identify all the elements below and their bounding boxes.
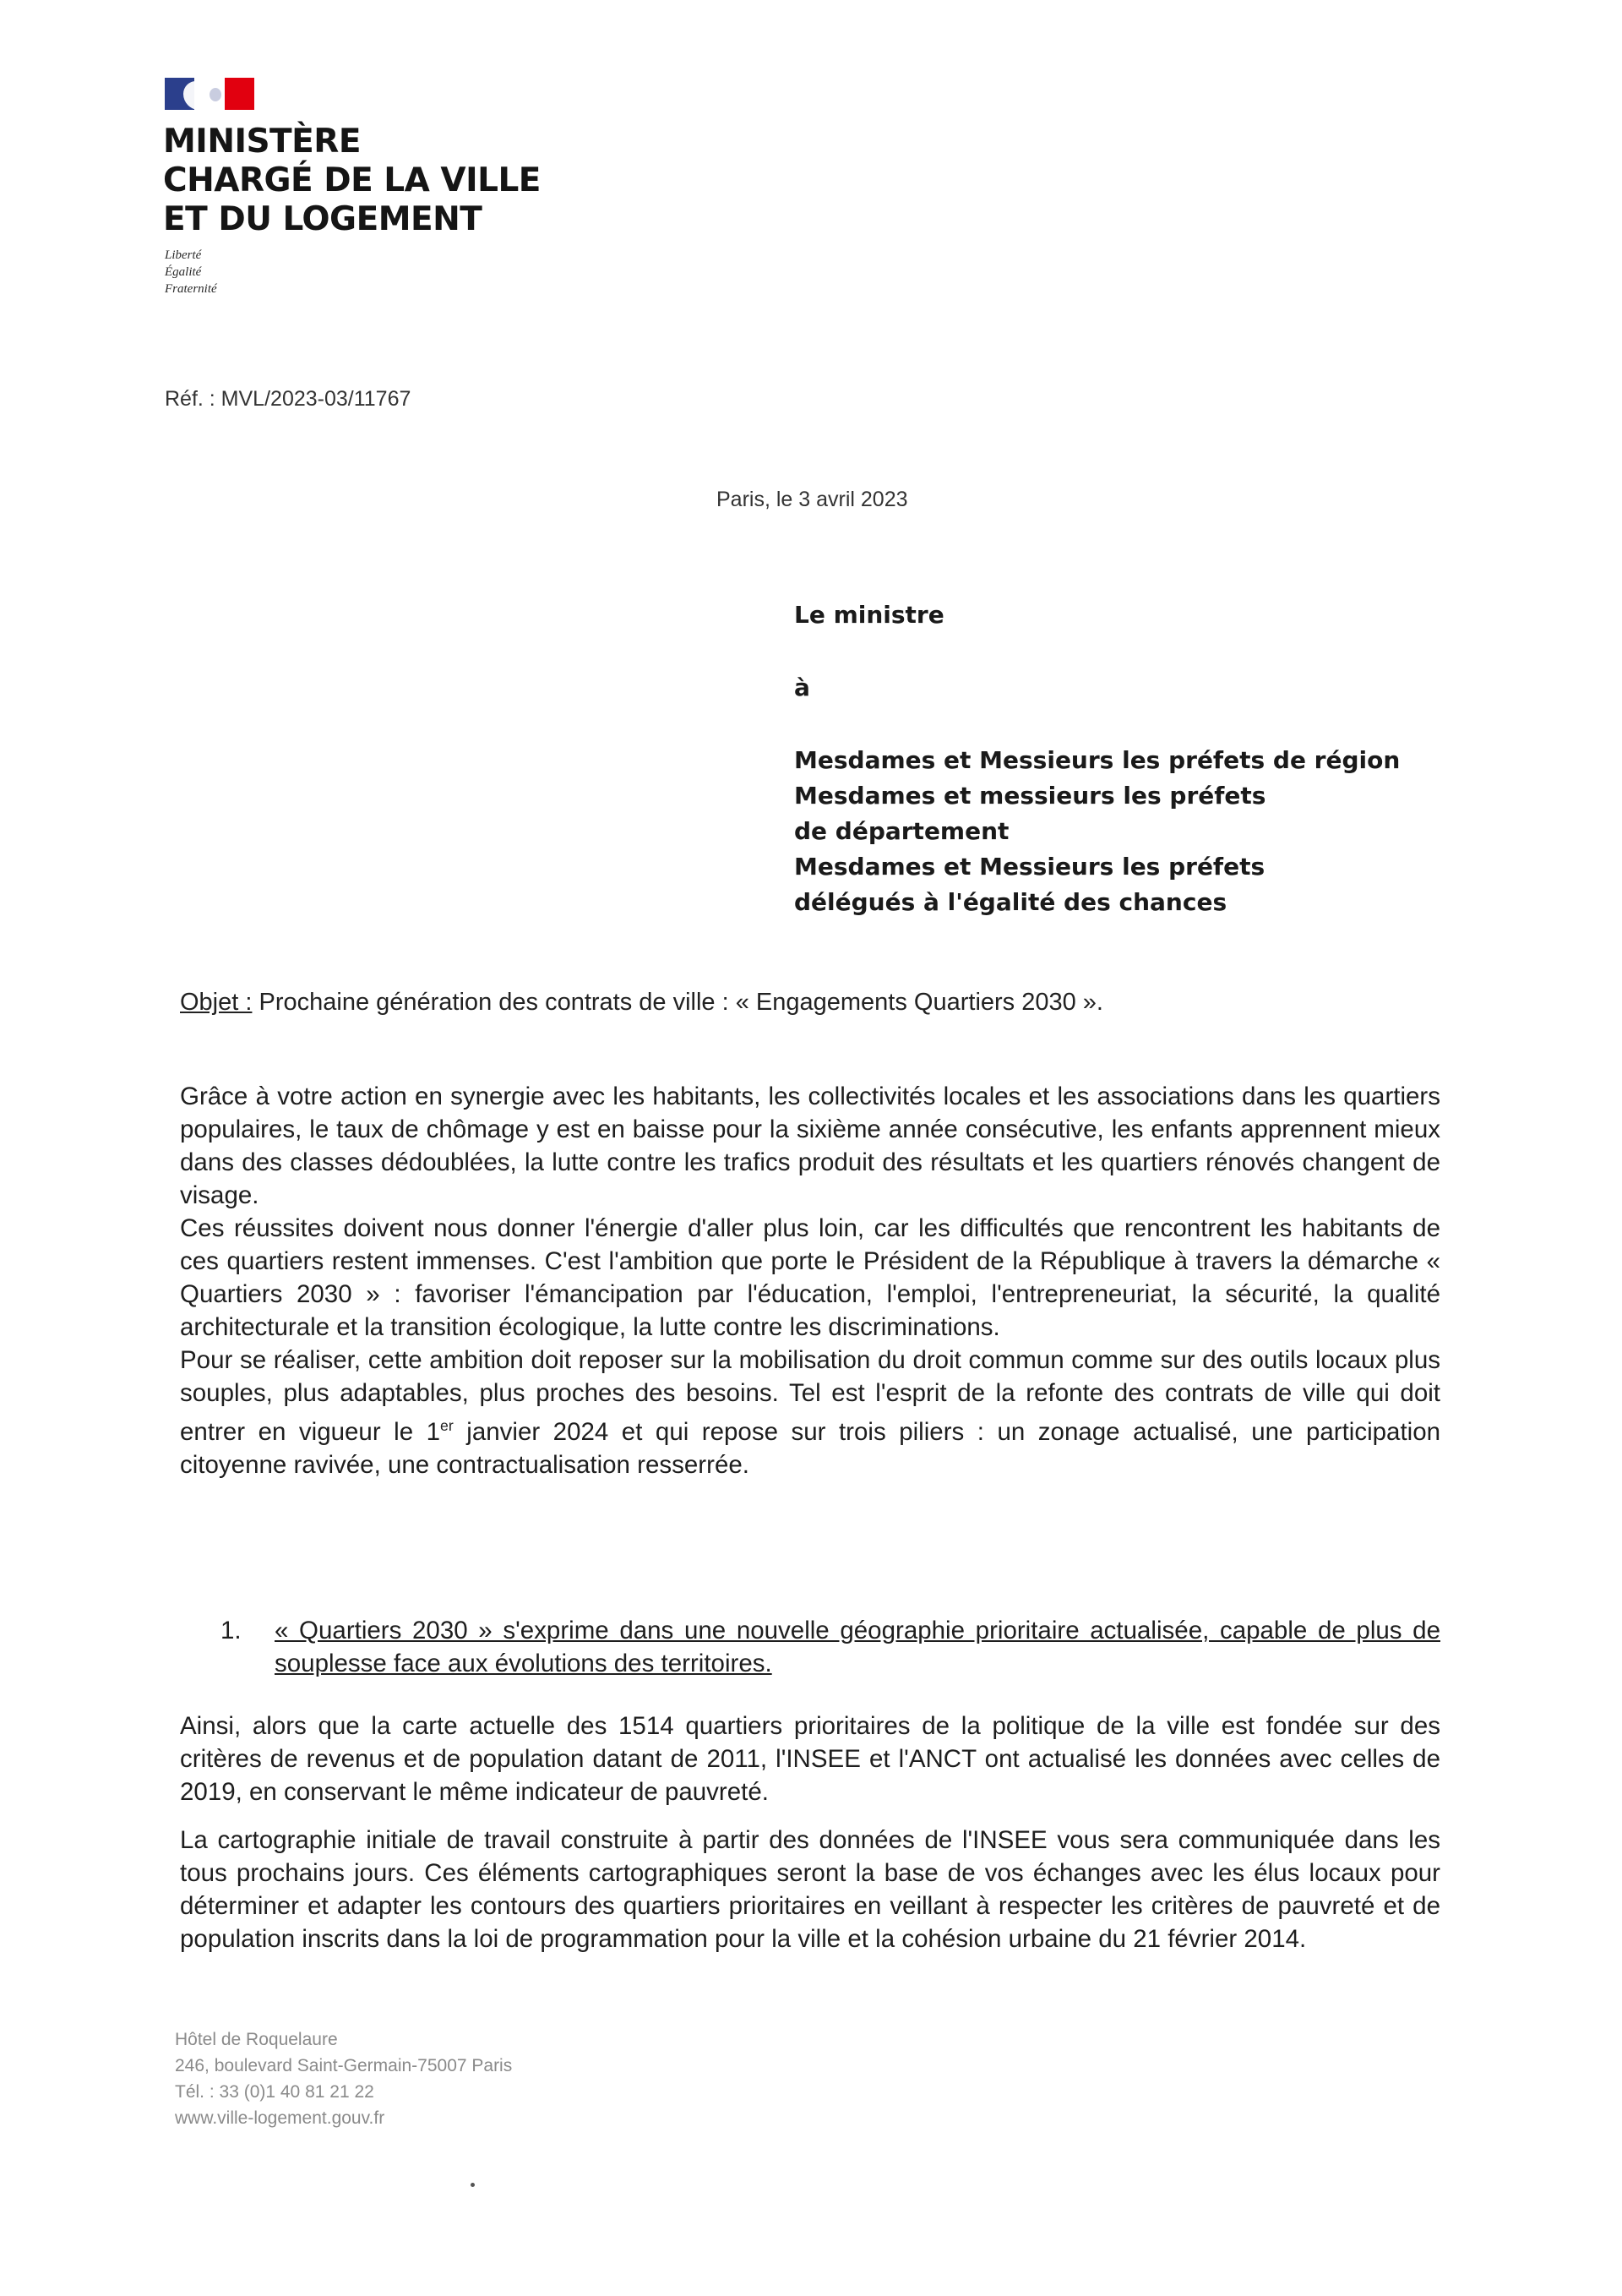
recipient-line-2: Mesdames et messieurs les préfets (794, 782, 1266, 810)
marianne-hair-icon (210, 88, 221, 101)
section-number: 1. (220, 1617, 242, 1644)
republic-motto (165, 247, 217, 297)
paragraph-3: Pour se réaliser, cette ambition doit reposer sur la mobilisation du droit commun comme sur des outils locaux plus souples, plus adaptables, plus proches des besoins. Tel est l'esprit de la refonte des contrats de ville qui doit entrer en vigueur le 1er janvier 2024 et qui repose sur trois piliers : un zonage actualisé, une participation citoyenne ravivée, une contractualisation resserrée. (180, 1346, 1441, 1479)
footer-line-1: Hôtel de Roquelaure (175, 2030, 338, 2049)
motto-fraternite: Fraternité (165, 282, 217, 296)
footer-line-3: Tél. : 33 (0)1 40 81 21 22 (175, 2082, 374, 2102)
subject-text: Prochaine génération des contrats de ville : « Engagements Quartiers 2030 ». (252, 989, 1103, 1016)
to-word: à (794, 674, 810, 701)
flag-blue-band (165, 78, 194, 110)
ministry-name (163, 123, 541, 239)
recipient-line-4: Mesdames et Messieurs les préfets (794, 853, 1265, 881)
footer-line-2: 246, boulevard Saint-Germain-75007 Paris (175, 2056, 513, 2075)
recipient-line-1: Mesdames et Messieurs les préfets de région (794, 746, 1401, 774)
letter-date: Paris, le 3 avril 2023 (716, 488, 908, 511)
marianne-profile-icon (183, 81, 194, 110)
section-title: « Quartiers 2030 » s'exprime dans une nouvelle géographie prioritaire actualisée, capable de plus de souplesse face aux évolutions des territoires. (275, 1617, 1440, 1677)
ministry-line-2: CHARGÉ DE LA VILLE (163, 161, 541, 199)
footer-address (175, 2026, 512, 2131)
subject-line (180, 989, 1103, 1017)
motto-egalite: Égalité (165, 265, 202, 279)
marianne-logo (165, 78, 254, 110)
paragraph-1: Grâce à votre action en synergie avec les habitants, les collectivités locales et les associations dans les quartiers populaires, le taux de chômage y est en baisse pour la sixième année consécutive, les enfants apprennent mieux dans des classes dédoublées, la lutte contre les trafics produit des résultats et les quartiers rénovés changent de visage. (180, 1083, 1440, 1209)
paragraph-5: La cartographie initiale de travail construite à partir des données de l'INSEE vous sera communiquée dans les tous prochains jours. Ces éléments cartographiques seront la base de vos échanges avec les élus locaux pour déterminer et adapter les contours des quartiers prioritaires en veillant à respecter les critères de pauvreté et de population inscrits dans la loi de programmation pour la ville et la cohésion urbaine du 21 février 2014. (180, 1826, 1440, 1953)
recipient-line-3: de département (794, 817, 1010, 845)
sender: Le ministre (794, 601, 944, 629)
reference-number: Réf. : MVL/2023-03/11767 (165, 387, 411, 411)
recipient-line-5: délégués à l'égalité des chances (794, 888, 1227, 916)
ministry-line-3: ET DU LOGEMENT (163, 200, 482, 238)
paragraph-2: Ces réussites doivent nous donner l'énergie d'aller plus loin, car les difficultés que rencontrent les habitants de ces quartiers restent immenses. C'est l'ambition que porte le Président de la République à travers la démarche « Quartiers 2030 » : favoriser l'émancipation par l'éducation, l'emploi, l'entrepreneuriat, la sécurité, la qualité architecturale et la transition écologique, la lutte contre les discriminations. (180, 1214, 1440, 1341)
flag-red-band (225, 78, 254, 110)
motto-liberte: Liberté (165, 248, 202, 262)
section-1-heading (220, 1614, 1440, 1680)
subject-label: Objet : (180, 989, 253, 1016)
intro-paragraphs (180, 1080, 1440, 1481)
paragraph-4: Ainsi, alors que la carte actuelle des 1514 quartiers prioritaires de la politique de la ville est fondée sur des critères de revenus et de population datant de 2011, l'INSEE et l'ANCT ont actualisé les données avec celles de 2019, en conservant le même indicateur de pauvreté. (180, 1712, 1440, 1806)
scan-speck (471, 2183, 475, 2187)
ministry-line-1: MINISTÈRE (163, 123, 361, 161)
flag-white-band (194, 78, 225, 110)
footer-website-link[interactable]: www.ville-logement.gouv.fr (175, 2108, 385, 2128)
recipients-block (794, 597, 1400, 920)
